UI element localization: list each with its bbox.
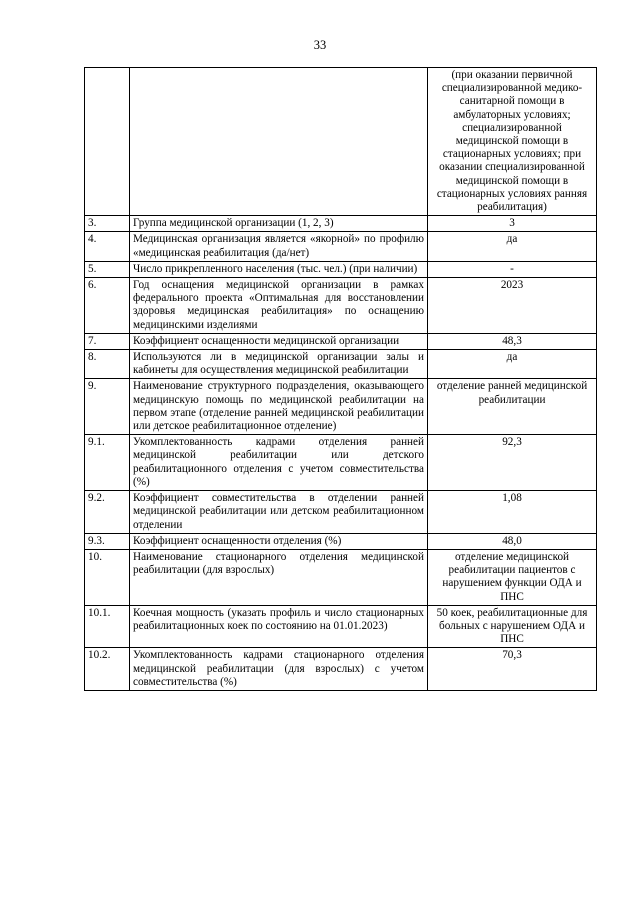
- row-number-cell: 10.: [85, 549, 130, 605]
- table-row: [85, 533, 597, 549]
- table-row: [85, 278, 597, 334]
- table-row: [85, 435, 597, 491]
- table-row: [85, 261, 597, 277]
- table-row: [85, 605, 597, 648]
- table-row: [85, 549, 597, 605]
- row-number-cell: 9.: [85, 379, 130, 435]
- row-value-cell: отделение медицинской реабилитации пациентов с нарушением функции ОДА и ПНС: [428, 549, 597, 605]
- table-row: [85, 491, 597, 534]
- row-value-cell: 48,0: [428, 533, 597, 549]
- row-number-cell: 10.1.: [85, 605, 130, 648]
- row-number-cell: 10.2.: [85, 648, 130, 691]
- row-value-cell: 3: [428, 216, 597, 232]
- row-name-cell: Коэффициент совместительства в отделении ранней медицинской реабилитации или детском реабилитационном отделении: [130, 491, 428, 534]
- row-value-cell: 2023: [428, 278, 597, 334]
- row-number-cell: 4.: [85, 232, 130, 261]
- row-number-cell: 5.: [85, 261, 130, 277]
- row-number-cell: 9.1.: [85, 435, 130, 491]
- row-name-cell: Коэффициент оснащенности медицинской организации: [130, 333, 428, 349]
- table-row: [85, 379, 597, 435]
- row-number-cell: 8.: [85, 350, 130, 379]
- page-number: 33: [313, 38, 327, 52]
- row-name-cell: Коечная мощность (указать профиль и число стационарных реабилитационных коек по состоянию на 01.01.2023): [130, 605, 428, 648]
- row-number-cell: [85, 68, 130, 216]
- rehabilitation-table: [84, 67, 597, 691]
- row-value-cell: 48,3: [428, 333, 597, 349]
- row-number-cell: 6.: [85, 278, 130, 334]
- row-value-cell: 1,08: [428, 491, 597, 534]
- table-row: [85, 648, 597, 691]
- row-number-cell: 7.: [85, 333, 130, 349]
- row-value-cell: 70,3: [428, 648, 597, 691]
- row-name-cell: [130, 68, 428, 216]
- table-row-continuation: [85, 68, 597, 216]
- row-name-cell: Используются ли в медицинской организации залы и кабинеты для осуществления медицинской реабилитации: [130, 350, 428, 379]
- row-number-cell: 3.: [85, 216, 130, 232]
- table-row: [85, 232, 597, 261]
- row-number-cell: 9.2.: [85, 491, 130, 534]
- row-name-cell: Число прикрепленного населения (тыс. чел.) (при наличии): [130, 261, 428, 277]
- row-value-cell: да: [428, 232, 597, 261]
- row-number-cell: 9.3.: [85, 533, 130, 549]
- table-row: [85, 350, 597, 379]
- row-name-cell: Группа медицинской организации (1, 2, 3): [130, 216, 428, 232]
- row-name-cell: Год оснащения медицинской организации в рамках федерального проекта «Оптимальная для восстановлении здоровья медицинская реабилитация» по оснащению медицинскими изделиями: [130, 278, 428, 334]
- row-value-cell: 50 коек, реабилитационные для больных с нарушением ОДА и ПНС: [428, 605, 597, 648]
- table-row: [85, 333, 597, 349]
- row-value-cell: да: [428, 350, 597, 379]
- row-name-cell: Наименование стационарного отделения медицинской реабилитации (для взрослых): [130, 549, 428, 605]
- row-value-cell: -: [428, 261, 597, 277]
- row-value-cell: 92,3: [428, 435, 597, 491]
- row-name-cell: Наименование структурного подразделения, оказывающего медицинскую помощь по медицинской реабилитации на первом этапе (отделение ранней медицинской реабилитации или детское реабилитационное отделение): [130, 379, 428, 435]
- row-value-cell: отделение ранней медицинской реабилитации: [428, 379, 597, 435]
- row-name-cell: Укомплектованность кадрами стационарного отделения медицинской реабилитации (для взрослых) с учетом совместительства (%): [130, 648, 428, 691]
- row-value-cell: (при оказании первичной специализированной медико-санитарной помощи в амбулаторных условиях; специализированной медицинской помощи в стационарных условиях; при оказании специализированной медицинской помощи в стационарных условиях ранняя реабилитация): [428, 68, 597, 216]
- row-name-cell: Медицинская организация является «якорной» по профилю «медицинская реабилитация (да/нет): [130, 232, 428, 261]
- table-row: [85, 216, 597, 232]
- row-name-cell: Укомплектованность кадрами отделения ранней медицинской реабилитации или детского реабилитационного отделения с учетом совместительства (%): [130, 435, 428, 491]
- row-name-cell: Коэффициент оснащенности отделения (%): [130, 533, 428, 549]
